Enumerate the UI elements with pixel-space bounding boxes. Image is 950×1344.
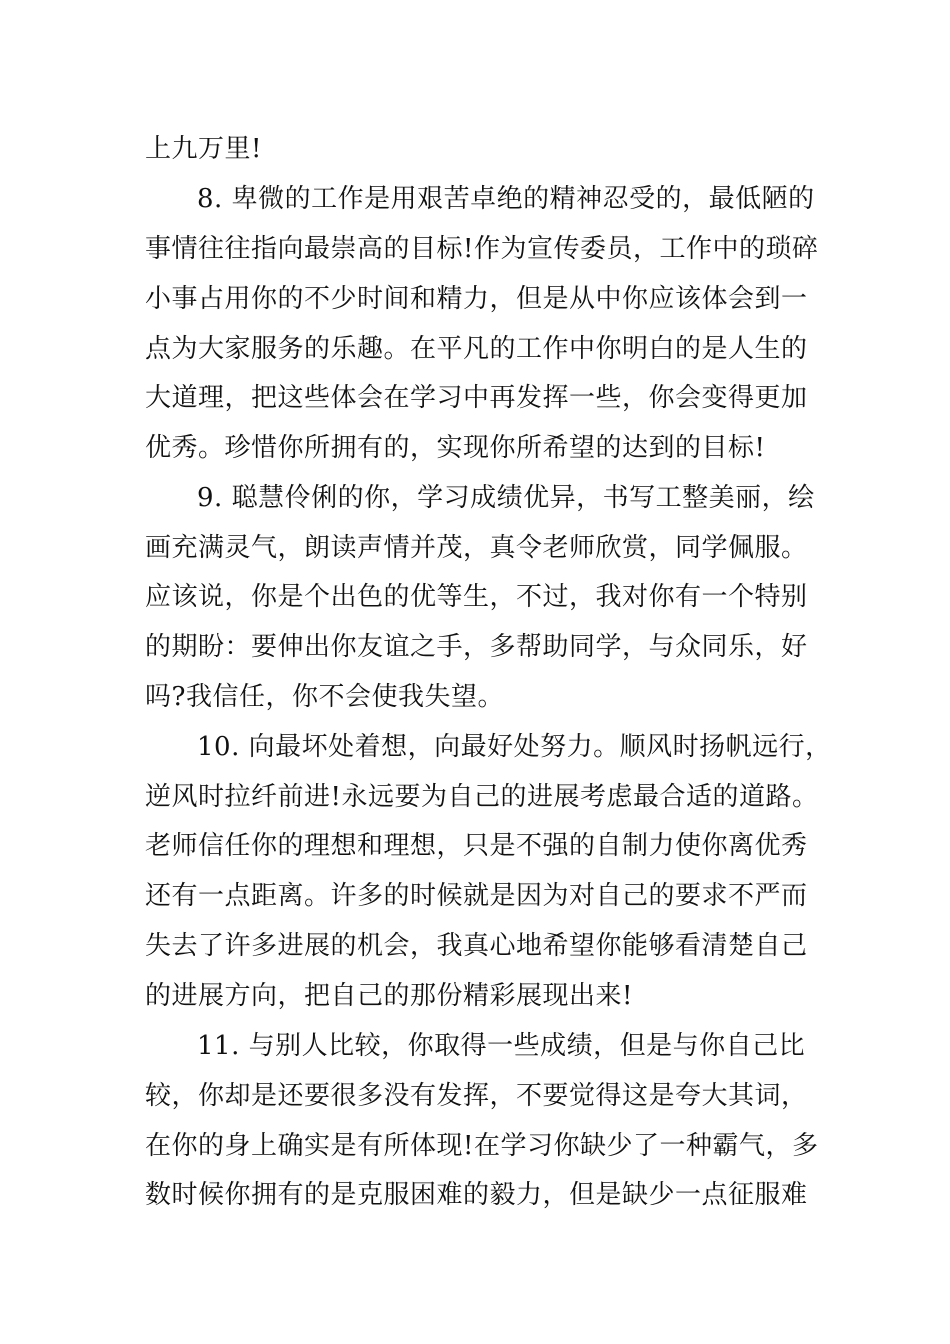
text-line: 上九万里! [145,134,262,164]
text-line: 应该说，你是个出色的优等生，不过，我对你有一个特别 [145,582,808,612]
text-line: 在你的身上确实是有所体现!在学习你缺少了一种霸气，多 [145,1131,819,1161]
text-line: 小事占用你的不少时间和精力，但是从中你应该体会到一 [145,284,808,314]
text-line: 还有一点距离。许多的时候就是因为对自己的要求不严而 [145,881,808,911]
text-line: 画充满灵气，朗读声情并茂，真令老师欣赏，同学佩服。 [145,533,808,563]
text-line: 数时候你拥有的是克服困难的毅力，但是缺少一点征服难 [145,1180,808,1210]
text-line: 吗?我信任，你不会使我失望。 [145,682,504,712]
text-line: 的进展方向，把自己的那份精彩展现出来! [145,981,633,1011]
paragraph-8-start: 8. 卑微的工作是用艰苦卓绝的精神忍受的，最低陋的 [197,184,815,214]
text-line: 失去了许多进展的机会，我真心地希望你能够看清楚自己 [145,931,808,961]
text-line: 点为大家服务的乐趣。在平凡的工作中你明白的是人生的 [145,334,808,364]
text-line: 老师信任你的理想和理想，只是不强的自制力使你离优秀 [145,831,808,861]
paragraph-9-start: 9. 聪慧伶俐的你，学习成绩优异，书写工整美丽，绘 [197,483,815,513]
text-line: 优秀。珍惜你所拥有的，实现你所希望的达到的目标! [145,433,766,463]
paragraph-10-start: 10. 向最坏处着想，向最好处努力。顺风时扬帆远行， [197,732,832,762]
text-line: 较，你却是还要很多没有发挥，不要觉得这是夸大其词， [145,1081,808,1111]
text-line: 事情往往指向最崇高的目标!作为宣传委员，工作中的琐碎 [145,234,819,264]
text-line: 大道理，把这些体会在学习中再发挥一些，你会变得更加 [145,383,808,413]
text-line: 的期盼：要伸出你友谊之手，多帮助同学，与众同乐，好 [145,632,808,662]
text-line: 逆风时拉纤前进!永远要为自己的进展考虑最合适的道路。 [145,782,819,812]
paragraph-11-start: 11. 与别人比较，你取得一些成绩，但是与你自己比 [197,1031,806,1061]
